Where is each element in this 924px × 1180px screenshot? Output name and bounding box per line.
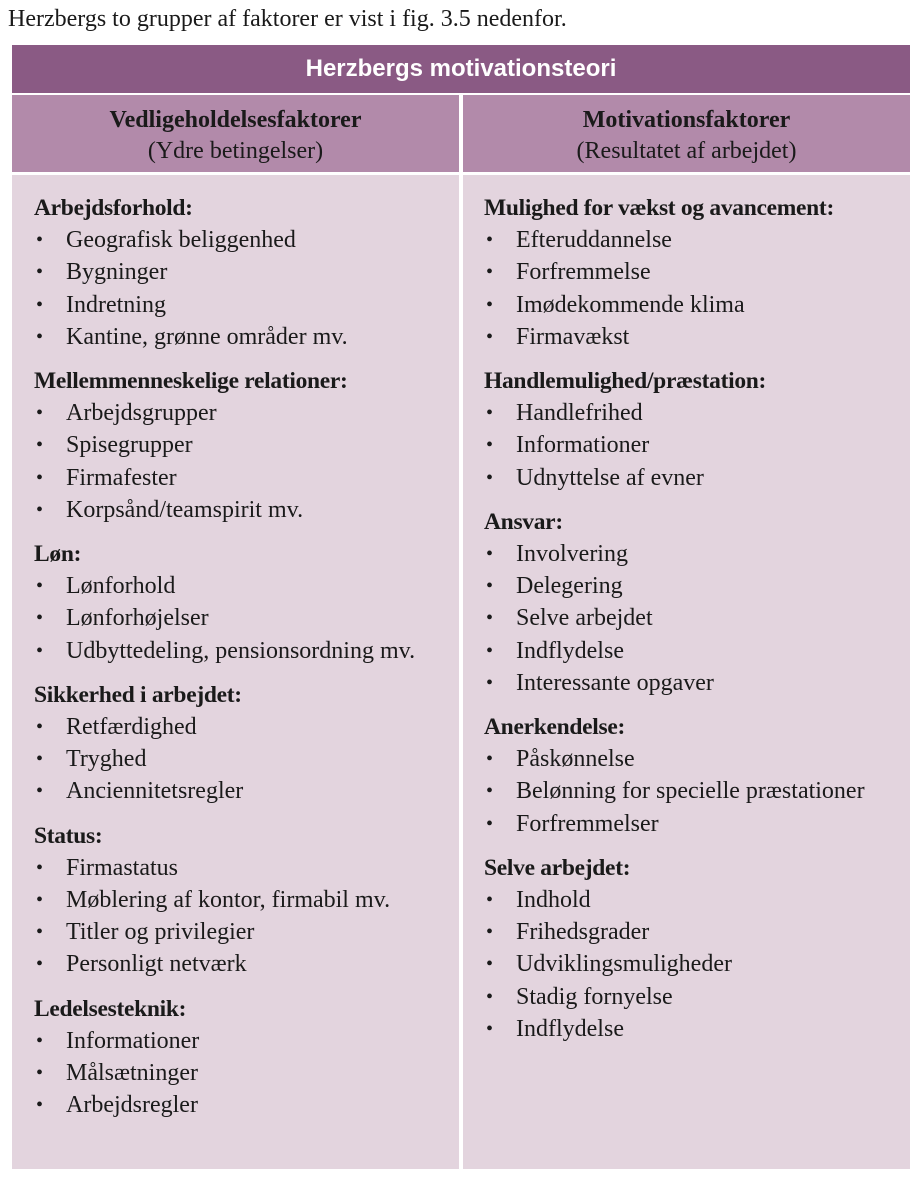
list-item [34,256,454,288]
bullet-icon: • [486,402,494,425]
column-header-right [463,95,910,172]
bullet-icon: • [486,985,494,1008]
bullet-icon: • [36,466,44,489]
list-item [484,602,904,634]
list-item-text: Delegering [516,573,623,600]
factor-list [484,397,904,494]
list-item [34,884,454,916]
list-item-text: Handlefrihed [516,400,643,427]
bullet-icon: • [36,434,44,457]
list-item [484,948,904,980]
group-title: Status: [34,822,103,849]
factor-group [34,993,454,1122]
list-item [34,775,454,807]
factor-list [34,224,454,353]
list-item-text: Indflydelse [516,637,624,664]
group-title: Ansvar: [484,508,563,535]
list-item-text: Retfærdighed [66,714,197,741]
list-item-text: Firmafester [66,464,177,491]
list-item [484,635,904,667]
list-item [484,538,904,570]
list-item [34,852,454,884]
list-item-text: Geografisk beliggenhed [66,227,296,254]
bullet-icon: • [36,261,44,284]
list-item-text: Interessante opgaver [516,669,714,696]
list-item [34,711,454,743]
list-item [484,775,904,807]
list-item [484,289,904,321]
bullet-icon: • [36,607,44,630]
list-item [484,321,904,353]
list-item-text: Tryghed [66,746,147,773]
bullet-icon: • [486,543,494,566]
bullet-icon: • [486,607,494,630]
list-item [484,256,904,288]
herzberg-table [12,45,910,1169]
list-item-text: Titler og privilegier [66,919,255,946]
group-title: Løn: [34,541,82,568]
bullet-icon: • [36,856,44,879]
bullet-icon: • [486,466,494,489]
list-item-text: Korpsånd/teamspirit mv. [66,496,304,523]
list-item [484,667,904,699]
bullet-icon: • [486,748,494,771]
list-item-text: Lønforhøjelser [66,605,209,632]
bullet-icon: • [36,229,44,252]
column-header-left [12,95,459,172]
group-title: Sikkerhed i arbejdet: [34,681,242,708]
list-item-text: Møblering af kontor, firmabil mv. [66,887,391,914]
factor-list [484,224,904,353]
bullet-icon: • [486,639,494,662]
bullet-icon: • [486,953,494,976]
group-title: Anerkendelse: [484,714,626,741]
list-item [484,570,904,602]
bullet-icon: • [36,1029,44,1052]
list-item-text: Informationer [516,432,650,459]
factor-list [34,570,454,667]
list-item-text: Spisegrupper [66,432,193,459]
bullet-icon: • [486,325,494,348]
bullet-icon: • [36,889,44,912]
list-item [484,916,904,948]
factor-list [484,884,904,1045]
group-title: Handlemulighed/præstation: [484,368,767,395]
intro-text: Herzbergs to grupper af faktorer er vist i fig. 3.5 nedenfor. [8,6,567,32]
group-title: Mulighed for vækst og avancement: [484,195,834,221]
list-item [34,1057,454,1089]
column-subheading-right: (Resultatet af arbejdet) [576,138,797,164]
column-subheading-left: (Ydre betingelser) [147,138,324,164]
list-item-text: Udbyttedeling, pensionsordning mv. [66,637,416,664]
list-item [484,743,904,775]
group-title: Selve arbejdet: [484,854,631,881]
factor-group [484,192,904,353]
bullet-icon: • [486,921,494,944]
list-item-text: Efteruddannelse [516,227,672,254]
group-title: Mellemmenneskelige relationer: [34,368,348,395]
list-item [484,429,904,461]
column-body-left [34,192,454,1133]
list-item [484,224,904,256]
factor-list [34,711,454,808]
list-item [34,743,454,775]
column-divider [459,93,463,1169]
bullet-icon: • [486,671,494,694]
factor-group [484,365,904,494]
list-item-text: Udviklingsmuligheder [516,951,732,978]
list-item-text: Firmavækst [516,323,630,350]
list-item-text: Personligt netværk [66,951,247,978]
group-title: Arbejdsforhold: [34,195,193,221]
list-item-text: Indretning [66,291,166,318]
bullet-icon: • [486,1017,494,1040]
bullet-icon: • [36,1062,44,1085]
list-item [34,602,454,634]
list-item [34,570,454,602]
list-item [484,981,904,1013]
list-item-text: Firmastatus [66,854,178,881]
list-item [34,948,454,980]
list-item-text: Kantine, grønne områder mv. [66,323,348,350]
bullet-icon: • [36,953,44,976]
list-item [34,321,454,353]
factor-group [34,820,454,981]
list-item-text: Informationer [66,1027,200,1054]
list-item [484,462,904,494]
factor-group [34,365,454,526]
list-item-text: Belønning for specielle præstationer [516,778,865,805]
list-item-text: Involvering [516,541,628,568]
list-item [34,397,454,429]
list-item [34,224,454,256]
list-item [34,462,454,494]
list-item-text: Forfremmelser [516,810,659,837]
factor-list [484,743,904,840]
bullet-icon: • [36,780,44,803]
list-item-text: Bygninger [66,259,168,286]
list-item [34,1025,454,1057]
list-item [34,635,454,667]
list-item-text: Målsætninger [66,1060,198,1087]
bullet-icon: • [486,780,494,803]
bullet-icon: • [486,889,494,912]
bullet-icon: • [36,716,44,739]
list-item-text: Stadig fornyelse [516,983,673,1010]
bullet-icon: • [36,402,44,425]
column-heading-left: Vedligeholdelsesfaktorer [109,107,362,133]
bullet-icon: • [36,921,44,944]
factor-list [34,1025,454,1122]
list-item-text: Imødekommende klima [516,291,745,318]
bullet-icon: • [36,639,44,662]
list-item-text: Selve arbejdet [516,605,653,632]
bullet-icon: • [36,498,44,521]
column-heading-right: Motivationsfaktorer [582,107,791,133]
list-item-text: Arbejdsregler [66,1092,198,1119]
list-item-text: Forfremmelse [516,259,651,286]
table-title: Herzbergs motivationsteori [12,45,910,93]
list-item [34,494,454,526]
factor-list [34,397,454,526]
factor-group [34,679,454,808]
list-item-text: Indflydelse [516,1015,624,1042]
bullet-icon: • [486,293,494,316]
bullet-icon: • [36,325,44,348]
bullet-icon: • [486,434,494,457]
factor-group [34,192,454,353]
bullet-icon: • [36,748,44,771]
list-item-text: Udnyttelse af evner [516,464,704,491]
bullet-icon: • [486,229,494,252]
bullet-icon: • [36,575,44,598]
list-item-text: Lønforhold [66,573,176,600]
bullet-icon: • [36,1094,44,1117]
bullet-icon: • [486,261,494,284]
list-item-text: Frihedsgrader [516,919,650,946]
bullet-icon: • [486,575,494,598]
list-item [34,429,454,461]
group-title: Ledelsesteknik: [34,995,187,1022]
factor-group [484,852,904,1045]
factor-group [484,711,904,840]
list-item [484,808,904,840]
list-item-text: Arbejdsgrupper [66,400,217,427]
factor-group [484,506,904,699]
bullet-icon: • [36,293,44,316]
factor-group [34,538,454,667]
list-item-text: Anciennitetsregler [66,778,244,805]
list-item [484,397,904,429]
list-item [34,916,454,948]
factor-list [34,852,454,981]
bullet-icon: • [486,812,494,835]
column-body-right [484,192,904,1057]
list-item-text: Indhold [516,887,591,914]
list-item [484,1013,904,1045]
list-item [34,289,454,321]
list-item [34,1089,454,1121]
factor-list [484,538,904,699]
list-item-text: Påskønnelse [516,746,635,773]
list-item [484,884,904,916]
